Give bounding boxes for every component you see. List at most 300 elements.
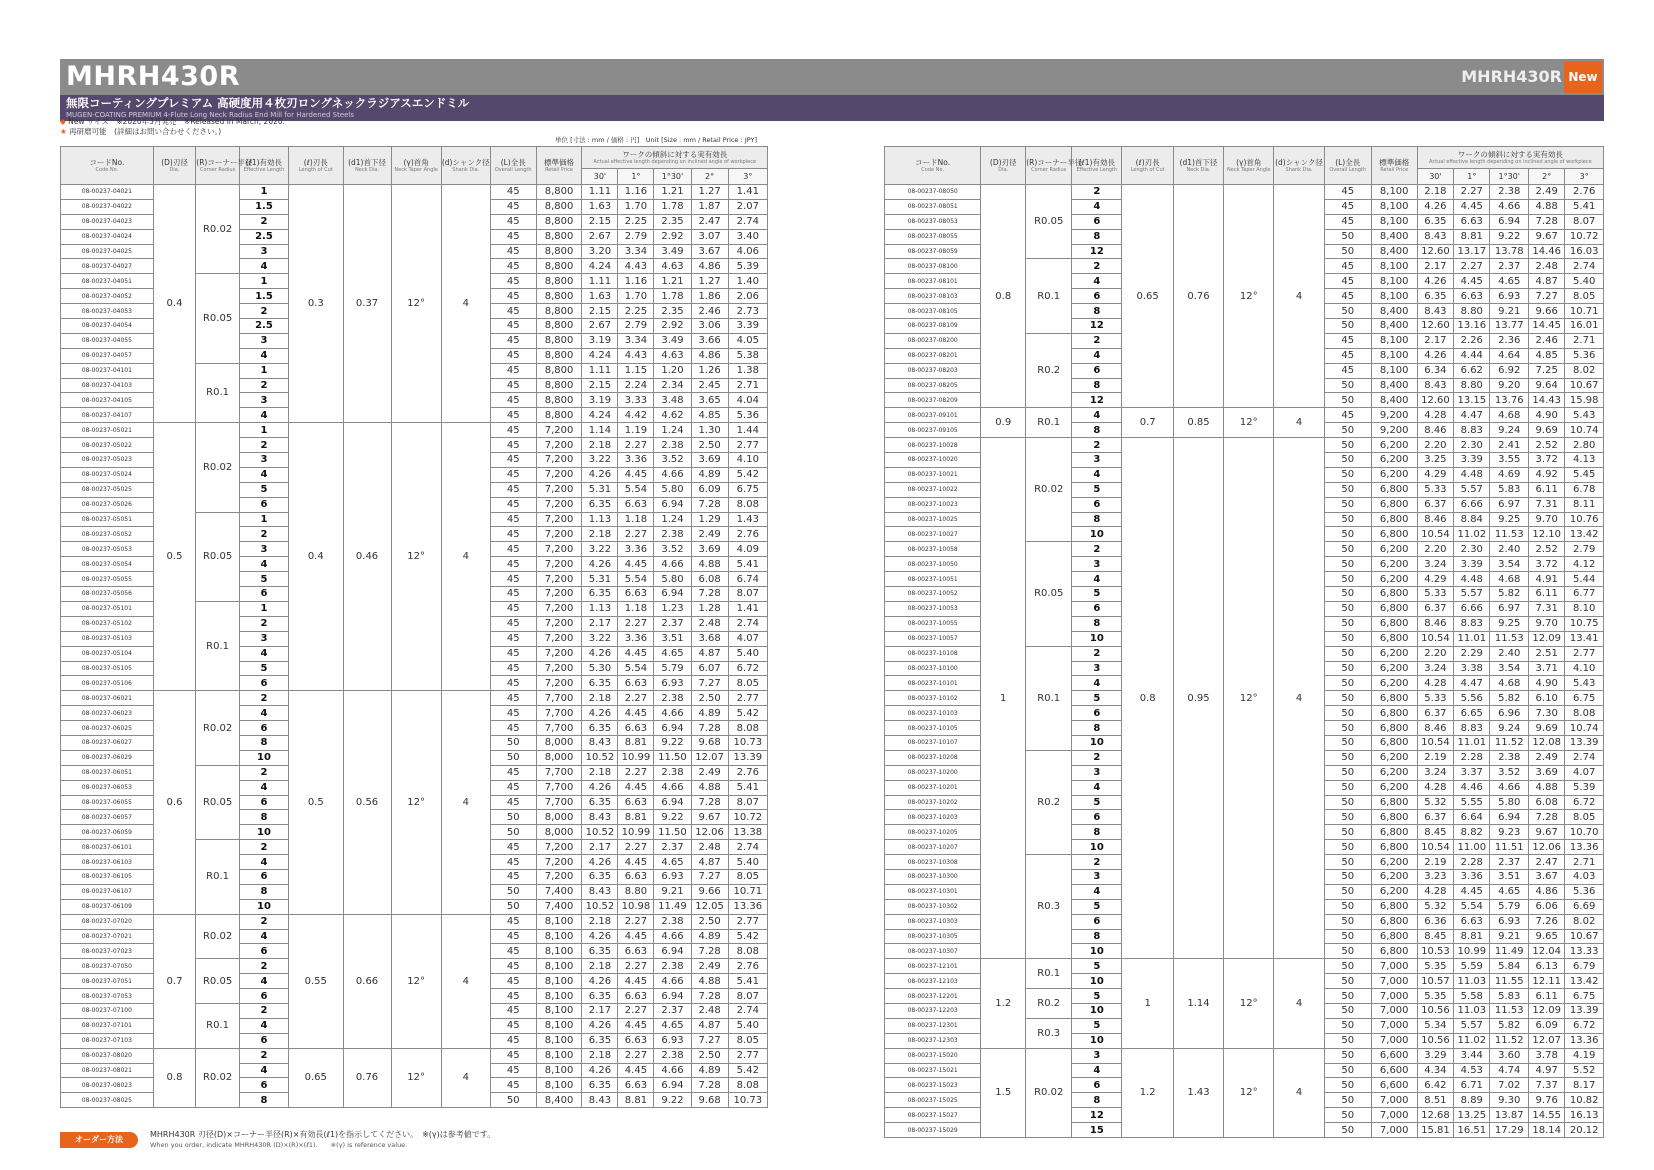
cell-code: 08-00237-06057 (61, 810, 154, 825)
cell-a3: 13.41 (1565, 631, 1604, 646)
spec-table-left (60, 146, 768, 1108)
cell-overall: 45 (490, 840, 536, 855)
cell-a2: 6.08 (691, 572, 728, 587)
cell-a1: 5.56 (1454, 691, 1490, 706)
cell-a3: 2.77 (728, 691, 767, 706)
cell-price: 8,800 (536, 214, 582, 229)
cell-a2: 9.65 (1529, 929, 1565, 944)
cell-neck: 0.56 (343, 691, 391, 914)
cell-a2: 6.09 (691, 482, 728, 497)
cell-price: 8,100 (536, 929, 582, 944)
cell-a30: 6.35 (582, 676, 618, 691)
cell-a130: 4.74 (1490, 1063, 1529, 1078)
cell-eff: 2 (1072, 542, 1122, 557)
cell-a130: 5.80 (654, 572, 691, 587)
cell-a2: 7.28 (691, 721, 728, 736)
cell-a30: 2.20 (1417, 542, 1453, 557)
cell-overall: 50 (1324, 601, 1371, 616)
cell-a130: 6.97 (1490, 497, 1529, 512)
cell-a2: 2.50 (691, 691, 728, 706)
cell-a30: 10.57 (1417, 974, 1453, 989)
cell-a1: 1.70 (618, 289, 654, 304)
cell-a2: 4.87 (691, 855, 728, 870)
cell-overall: 50 (1324, 974, 1371, 989)
cell-a3: 8.02 (1565, 363, 1604, 378)
cell-a2: 1.27 (691, 274, 728, 289)
cell-a3: 10.70 (1565, 825, 1604, 840)
cell-shank: 4 (1274, 959, 1324, 1048)
order-method-label: オーダー方法 (60, 1132, 138, 1148)
subtitle-ja: 無限コーティングプレミアム 高硬度用４枚刃ロングネックラジアスエンドミル (66, 96, 470, 110)
cell-a3: 13.39 (728, 750, 767, 765)
cell-eff: 5 (1072, 587, 1122, 602)
cell-overall: 45 (490, 438, 536, 453)
cell-overall: 45 (490, 616, 536, 631)
cell-price: 7,700 (536, 706, 582, 721)
cell-a1: 6.63 (618, 1078, 654, 1093)
cell-code: 08-00237-10307 (885, 944, 981, 959)
cell-price: 7,000 (1371, 974, 1417, 989)
cell-a130: 3.54 (1490, 557, 1529, 572)
cell-dia: 0.4 (153, 185, 196, 423)
cell-a1: 4.46 (1454, 780, 1490, 795)
cell-a2: 3.68 (691, 631, 728, 646)
cell-a3: 13.33 (1565, 944, 1604, 959)
cell-overall: 50 (1324, 1123, 1371, 1138)
cell-code: 08-00237-10305 (885, 929, 981, 944)
cell-a1: 4.45 (1454, 274, 1490, 289)
spec-table-right (884, 146, 1604, 1138)
cell-a3: 4.07 (1565, 765, 1604, 780)
cell-a130: 1.78 (654, 199, 691, 214)
cell-a130: 11.52 (1490, 1033, 1529, 1048)
cell-a3: 16.01 (1565, 319, 1604, 334)
cell-a1: 10.99 (618, 825, 654, 840)
cell-code: 08-00237-10052 (885, 587, 981, 602)
cell-a130: 2.38 (654, 959, 691, 974)
cell-eff: 10 (1072, 1003, 1122, 1018)
cell-a1: 3.34 (618, 244, 654, 259)
cell-a2: 3.07 (691, 229, 728, 244)
cell-shank: 4 (441, 185, 490, 423)
cell-a130: 4.62 (654, 408, 691, 423)
cell-overall: 50 (1324, 989, 1371, 1004)
cell-corner: R0.1 (196, 840, 240, 914)
cell-price: 6,800 (1371, 631, 1417, 646)
cell-a2: 7.28 (691, 989, 728, 1004)
cell-code: 08-00237-10308 (885, 855, 981, 870)
cell-price: 6,200 (1371, 780, 1417, 795)
col-header-overall-label: (L)全長 (1335, 158, 1361, 167)
regrind-text: 再研磨可能 (詳細はお問い合わせください。) (69, 127, 222, 136)
cell-a2: 1.86 (691, 289, 728, 304)
cell-eff: 12 (1072, 244, 1122, 259)
cell-a2: 3.67 (1529, 869, 1565, 884)
cell-a130: 6.94 (654, 721, 691, 736)
cell-dia: 0.6 (153, 691, 196, 914)
cell-a130: 2.38 (654, 765, 691, 780)
cell-price: 6,800 (1371, 616, 1417, 631)
col-header-cut (1122, 147, 1173, 185)
cell-overall: 45 (1324, 274, 1371, 289)
cell-eff: 6 (239, 587, 288, 602)
cell-a130: 11.53 (1490, 1003, 1529, 1018)
cell-a130: 4.68 (1490, 572, 1529, 587)
cell-a3: 4.03 (1565, 869, 1604, 884)
cell-overall: 50 (1324, 735, 1371, 750)
cell-a30: 2.18 (1417, 185, 1453, 200)
cell-neck: 0.85 (1173, 408, 1223, 438)
cell-a2: 2.48 (691, 1003, 728, 1018)
cell-overall: 45 (490, 378, 536, 393)
cell-eff: 4 (1072, 780, 1122, 795)
cell-a3: 5.40 (728, 646, 767, 661)
cell-a130: 4.65 (654, 1018, 691, 1033)
cell-code: 08-00237-07053 (61, 989, 154, 1004)
cell-a130: 5.83 (1490, 482, 1529, 497)
cell-code: 08-00237-05052 (61, 527, 154, 542)
cell-price: 7,200 (536, 527, 582, 542)
col-header-dia (153, 147, 196, 185)
cell-cut: 1.2 (1122, 1048, 1173, 1137)
cell-a30: 10.54 (1417, 735, 1453, 750)
cell-code: 08-00237-10208 (885, 750, 981, 765)
cell-a2: 2.48 (691, 616, 728, 631)
cell-eff: 4 (239, 855, 288, 870)
cell-overall: 50 (1324, 542, 1371, 557)
cell-price: 7,700 (536, 691, 582, 706)
cell-a1: 6.63 (618, 587, 654, 602)
cell-a130: 4.65 (1490, 884, 1529, 899)
cell-a3: 8.07 (728, 795, 767, 810)
col-header-actual-label: ワークの傾斜に対する実有効長 (622, 150, 728, 159)
cell-a2: 4.86 (691, 259, 728, 274)
cell-eff: 8 (1072, 304, 1122, 319)
cell-a130: 2.37 (1490, 855, 1529, 870)
cell-code: 08-00237-10300 (885, 869, 981, 884)
cell-a30: 4.29 (1417, 467, 1453, 482)
cell-overall: 45 (1324, 333, 1371, 348)
cell-a130: 1.23 (654, 601, 691, 616)
cell-code: 08-00237-04101 (61, 363, 154, 378)
cell-eff: 4 (239, 557, 288, 572)
cell-eff: 6 (239, 676, 288, 691)
cell-a130: 9.30 (1490, 1093, 1529, 1108)
cell-a2: 12.07 (691, 750, 728, 765)
col-header-neck (1173, 147, 1223, 185)
cell-a1: 6.63 (1454, 289, 1490, 304)
cell-overall: 45 (490, 959, 536, 974)
cell-eff: 10 (239, 750, 288, 765)
cell-a2: 2.48 (1529, 259, 1565, 274)
cell-price: 7,200 (536, 512, 582, 527)
cell-a30: 2.18 (582, 765, 618, 780)
cell-price: 6,800 (1371, 482, 1417, 497)
cell-overall: 50 (1324, 557, 1371, 572)
cell-a130: 4.66 (654, 706, 691, 721)
cell-price: 6,800 (1371, 587, 1417, 602)
cell-a2: 4.90 (1529, 408, 1565, 423)
cell-cut: 0.55 (289, 914, 344, 1048)
cell-a3: 5.39 (1565, 780, 1604, 795)
cell-a3: 5.36 (728, 408, 767, 423)
cell-a2: 4.89 (691, 706, 728, 721)
cell-eff: 6 (239, 795, 288, 810)
cell-a1: 4.43 (618, 259, 654, 274)
cell-eff: 1.5 (239, 289, 288, 304)
cell-a130: 6.94 (654, 944, 691, 959)
cell-a3: 5.44 (1565, 572, 1604, 587)
cell-a130: 2.38 (654, 438, 691, 453)
cell-overall: 45 (490, 497, 536, 512)
cell-price: 6,800 (1371, 735, 1417, 750)
cell-code: 08-00237-08021 (61, 1063, 154, 1078)
cell-a2: 7.27 (1529, 289, 1565, 304)
cell-a30: 6.35 (1417, 289, 1453, 304)
cell-a1: 4.45 (618, 780, 654, 795)
col-header-actual (582, 147, 768, 169)
cell-a3: 2.07 (728, 199, 767, 214)
cell-a1: 4.45 (1454, 199, 1490, 214)
cell-code: 08-00237-04105 (61, 393, 154, 408)
cell-a2: 9.68 (691, 735, 728, 750)
cell-a1: 8.83 (1454, 423, 1490, 438)
cell-a130: 2.37 (1490, 259, 1529, 274)
cell-price: 8,100 (1371, 214, 1417, 229)
cell-a1: 8.81 (1454, 229, 1490, 244)
cell-a1: 13.25 (1454, 1108, 1490, 1123)
cell-a130: 2.92 (654, 319, 691, 334)
cell-code: 08-00237-07050 (61, 959, 154, 974)
cell-a2: 3.67 (691, 244, 728, 259)
cell-a130: 6.97 (1490, 601, 1529, 616)
cell-a30: 5.31 (582, 572, 618, 587)
cell-a3: 10.67 (1565, 378, 1604, 393)
cell-code: 08-00237-15021 (885, 1063, 981, 1078)
cell-a2: 12.10 (1529, 527, 1565, 542)
cell-a2: 12.11 (1529, 974, 1565, 989)
cell-code: 08-00237-10027 (885, 527, 981, 542)
cell-overall: 45 (1324, 408, 1371, 423)
cell-overall: 45 (490, 929, 536, 944)
cell-a1: 1.16 (618, 185, 654, 200)
cell-a1: 3.39 (1454, 557, 1490, 572)
cell-a130: 4.68 (1490, 676, 1529, 691)
table-row (885, 1048, 1604, 1063)
cell-price: 8,800 (536, 333, 582, 348)
cell-a1: 11.01 (1454, 735, 1490, 750)
cell-a2: 7.28 (691, 944, 728, 959)
cell-a30: 5.35 (1417, 959, 1453, 974)
cell-overall: 45 (490, 274, 536, 289)
cell-a30: 3.19 (582, 333, 618, 348)
cell-a2: 3.78 (1529, 1048, 1565, 1063)
cell-price: 8,100 (536, 959, 582, 974)
cell-overall: 50 (1324, 959, 1371, 974)
cell-overall: 45 (490, 572, 536, 587)
cell-overall: 45 (490, 869, 536, 884)
cell-code: 08-00237-10020 (885, 453, 981, 468)
cell-a130: 6.93 (1490, 289, 1529, 304)
cell-price: 7,000 (1371, 1123, 1417, 1138)
col-header-angle-4: 3° (1565, 169, 1604, 185)
cell-overall: 45 (490, 780, 536, 795)
cell-a30: 8.46 (1417, 721, 1453, 736)
cell-a2: 14.46 (1529, 244, 1565, 259)
cell-a30: 5.33 (1417, 587, 1453, 602)
cell-a3: 5.40 (728, 855, 767, 870)
col-header-taper (1224, 147, 1274, 185)
cell-corner: R0.02 (1026, 438, 1072, 542)
cell-a2: 7.26 (1529, 914, 1565, 929)
cell-eff: 10 (1072, 944, 1122, 959)
cell-code: 08-00237-05051 (61, 512, 154, 527)
cell-eff: 6 (1072, 214, 1122, 229)
col-header-corner (196, 147, 253, 185)
cell-a2: 6.13 (1529, 959, 1565, 974)
cell-code: 08-00237-05053 (61, 542, 154, 557)
cell-a130: 4.66 (654, 1063, 691, 1078)
cell-a2: 14.43 (1529, 393, 1565, 408)
cell-corner: R0.02 (196, 423, 240, 512)
cell-a30: 4.28 (1417, 408, 1453, 423)
cell-eff: 2 (239, 691, 288, 706)
col-header-price (1371, 147, 1417, 185)
cell-overall: 50 (1324, 631, 1371, 646)
cell-a3: 8.02 (1565, 914, 1604, 929)
cell-a3: 4.10 (728, 453, 767, 468)
col-header-eff (239, 147, 288, 185)
cell-overall: 50 (1324, 587, 1371, 602)
cell-overall: 50 (1324, 721, 1371, 736)
cell-eff: 6 (239, 869, 288, 884)
col-header-taper-en: Neck Taper Angle (394, 167, 438, 173)
cell-price: 7,200 (536, 438, 582, 453)
cell-eff: 8 (1072, 423, 1122, 438)
cell-price: 8,400 (1371, 378, 1417, 393)
cell-a130: 11.51 (1490, 840, 1529, 855)
cell-a1: 2.27 (618, 840, 654, 855)
cell-overall: 45 (1324, 214, 1371, 229)
cell-overall: 50 (1324, 1003, 1371, 1018)
cell-taper: 12° (391, 423, 441, 691)
cell-a30: 3.24 (1417, 765, 1453, 780)
cell-a2: 1.28 (691, 601, 728, 616)
cell-a1: 6.63 (618, 497, 654, 512)
cell-a130: 5.82 (1490, 691, 1529, 706)
cell-code: 08-00237-06025 (61, 721, 154, 736)
cell-overall: 50 (1324, 1018, 1371, 1033)
cell-overall: 45 (490, 304, 536, 319)
cell-eff: 6 (239, 721, 288, 736)
cell-a130: 9.24 (1490, 721, 1529, 736)
cell-a1: 2.24 (618, 378, 654, 393)
cell-code: 08-00237-10023 (885, 497, 981, 512)
cell-a2: 1.26 (691, 363, 728, 378)
cell-overall: 50 (1324, 855, 1371, 870)
cell-overall: 45 (490, 319, 536, 334)
cell-a3: 2.76 (728, 959, 767, 974)
cell-a1: 2.28 (1454, 750, 1490, 765)
cell-a130: 2.38 (1490, 185, 1529, 200)
cell-overall: 50 (490, 1093, 536, 1108)
cell-a130: 9.21 (654, 884, 691, 899)
col-header-angle-2: 1°30' (1490, 169, 1529, 185)
cell-a2: 6.11 (1529, 482, 1565, 497)
cell-a2: 4.87 (691, 1018, 728, 1033)
cell-a2: 7.28 (691, 1078, 728, 1093)
cell-a2: 7.28 (691, 587, 728, 602)
cell-a130: 7.02 (1490, 1078, 1529, 1093)
cell-code: 08-00237-10057 (885, 631, 981, 646)
cell-eff: 5 (239, 661, 288, 676)
cell-a3: 6.72 (728, 661, 767, 676)
cell-price: 8,800 (536, 229, 582, 244)
cell-overall: 50 (1324, 810, 1371, 825)
cell-eff: 15 (1072, 1123, 1122, 1138)
cell-a30: 4.26 (582, 646, 618, 661)
cell-a30: 4.26 (582, 1018, 618, 1033)
cell-eff: 10 (1072, 527, 1122, 542)
cell-a1: 2.28 (1454, 855, 1490, 870)
cell-a3: 1.43 (728, 512, 767, 527)
cell-price: 8,800 (536, 319, 582, 334)
cell-overall: 45 (490, 453, 536, 468)
cell-a1: 11.03 (1454, 1003, 1490, 1018)
cell-a2: 7.31 (1529, 497, 1565, 512)
cell-a130: 3.55 (1490, 453, 1529, 468)
table-row (885, 408, 1604, 423)
cell-a2: 2.50 (691, 438, 728, 453)
cell-a2: 2.51 (1529, 646, 1565, 661)
cell-a2: 4.85 (691, 408, 728, 423)
cell-a30: 4.26 (1417, 348, 1453, 363)
cell-a3: 2.76 (728, 527, 767, 542)
cell-price: 8,400 (1371, 229, 1417, 244)
cell-eff: 2 (239, 1048, 288, 1063)
cell-a1: 8.81 (618, 810, 654, 825)
cell-a1: 5.57 (1454, 587, 1490, 602)
col-header-cut-en: Length of Cut (1130, 167, 1165, 173)
cell-eff: 12 (1072, 319, 1122, 334)
cell-a30: 1.14 (582, 423, 618, 438)
cell-overall: 45 (1324, 199, 1371, 214)
cell-code: 08-00237-05056 (61, 587, 154, 602)
cell-a3: 1.41 (728, 185, 767, 200)
cell-eff: 6 (239, 497, 288, 512)
cell-a30: 4.34 (1417, 1063, 1453, 1078)
cell-code: 08-00237-10107 (885, 735, 981, 750)
cell-code: 08-00237-10103 (885, 706, 981, 721)
cell-overall: 45 (490, 393, 536, 408)
cell-code: 08-00237-04021 (61, 185, 154, 200)
cell-a1: 3.36 (1454, 869, 1490, 884)
cell-a2: 7.28 (691, 497, 728, 512)
cell-eff: 5 (239, 572, 288, 587)
cell-corner: R0.05 (196, 512, 240, 601)
cell-overall: 50 (1324, 944, 1371, 959)
cell-corner: R0.2 (1026, 750, 1072, 854)
cell-price: 9,200 (1371, 408, 1417, 423)
cell-neck: 1.14 (1173, 959, 1223, 1048)
cell-code: 08-00237-06055 (61, 795, 154, 810)
cell-overall: 45 (1324, 363, 1371, 378)
cell-a2: 12.09 (1529, 631, 1565, 646)
cell-overall: 45 (490, 259, 536, 274)
cell-a3: 16.13 (1565, 1108, 1604, 1123)
cell-price: 6,800 (1371, 810, 1417, 825)
cell-eff: 4 (239, 929, 288, 944)
